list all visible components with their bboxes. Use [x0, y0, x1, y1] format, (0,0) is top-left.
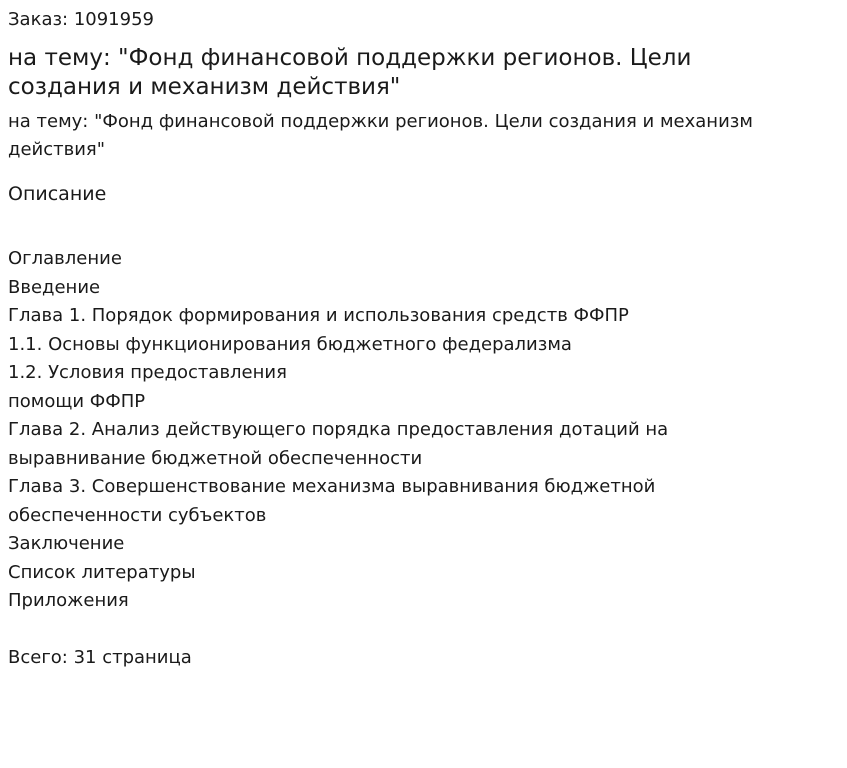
toc-item: Заключение — [8, 533, 125, 554]
toc-item: 1.2. Условия предоставления — [8, 362, 287, 383]
page-subtitle: на тему: "Фонд финансовой поддержки регионов. Цели создания и механизм действия" — [8, 111, 753, 160]
toc-item: помощи ФФПР — [8, 390, 146, 412]
toc-item: 1.1. Основы функционирования бюджетного федерализма — [8, 333, 572, 355]
toc-item: Глава 3. Совершенствование механизма выравнивания бюджетной обеспеченности субъектов — [8, 476, 656, 526]
total-pages: Всего: 31 страница — [8, 646, 192, 668]
toc-item: Оглавление — [8, 248, 122, 269]
order-number: Заказ: 1091959 — [8, 9, 154, 30]
toc-item: Список литературы — [8, 561, 196, 583]
table-of-contents — [8, 245, 839, 616]
toc-item: Глава 2. Анализ действующего порядка предоставления дотаций на выравнивание бюджетной обеспеченности — [8, 419, 669, 469]
page-title: на тему: "Фонд финансовой поддержки регионов. Цели создания и механизм действия" — [8, 45, 692, 100]
toc-item: Глава 1. Порядок формирования и использования средств ФФПР — [8, 305, 629, 326]
description-heading: Описание — [8, 183, 107, 205]
toc-item: Приложения — [8, 590, 129, 611]
toc-item: Введение — [8, 276, 101, 298]
